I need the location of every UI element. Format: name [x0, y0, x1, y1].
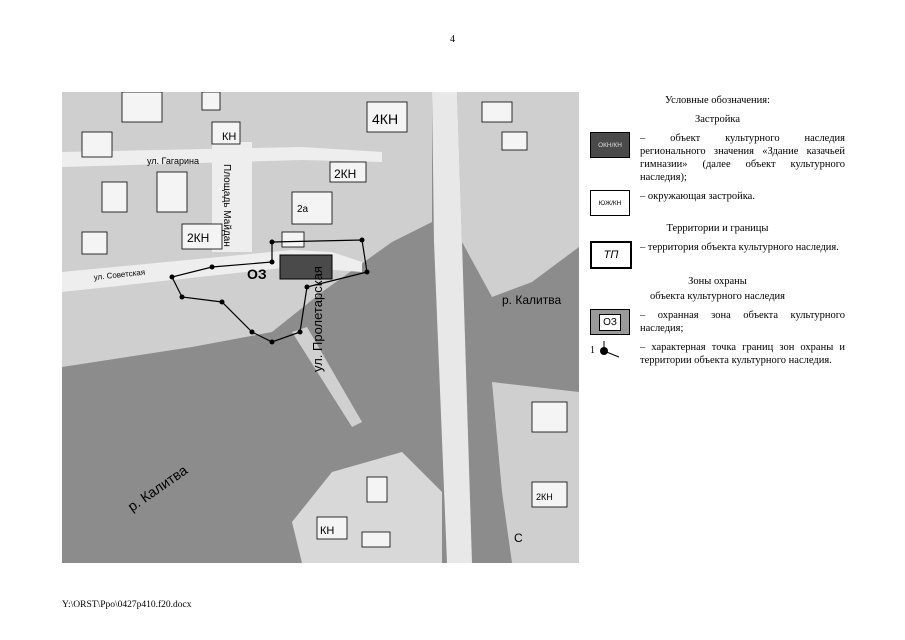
legend-section-zones-sub: объекта культурного наследия — [650, 291, 785, 302]
street-label: ул. Советская — [93, 267, 146, 282]
point-icon — [599, 341, 621, 359]
legend-item-point — [590, 341, 845, 367]
legend-title: Условные обозначения: — [664, 95, 770, 106]
legend-section-zones: Зоны охраны — [688, 276, 747, 287]
building-label: КН — [320, 525, 335, 537]
building-label: 2а — [297, 204, 309, 215]
street-label: ул. Гагарина — [147, 156, 200, 166]
legend-item-surrounding — [590, 190, 845, 216]
building-label: 2КН — [536, 492, 553, 502]
legend-item-heritage — [590, 132, 845, 184]
building-label: 2КН — [187, 231, 210, 245]
zone-label: ОЗ — [247, 266, 267, 282]
legend-section-buildings: Застройка — [694, 114, 741, 125]
footer-path: Y:\ORST\Ppo\0427p410.f20.docx — [62, 600, 192, 610]
river-label: р. Калитва — [124, 461, 191, 515]
square-label: Площадь Майдан — [221, 164, 232, 247]
building-label: КН — [222, 131, 237, 143]
legend-item-text: – окружающая застройка. — [640, 191, 755, 202]
building-label: 2КН — [334, 167, 357, 181]
legend-section-territories: Территории и границы — [666, 223, 769, 234]
legend-item-text: – характерная точка границ зон охраны и территории объекта культурного наследия. — [640, 342, 845, 366]
legend-item-territory — [590, 241, 845, 269]
map-svg — [62, 92, 579, 563]
map — [62, 92, 579, 563]
zone-swatch: ОЗ — [590, 309, 630, 335]
surrounding-swatch: ЮЖ/КН — [590, 190, 630, 216]
point-symbol: 1 — [590, 341, 632, 359]
territory-swatch: ТП — [590, 241, 632, 269]
legend-item-text: – охранная зона объекта культурного наследия; — [640, 310, 845, 334]
north-label: С — [514, 531, 523, 545]
street-label: ул. Пролетарская — [310, 266, 325, 372]
heritage-swatch: ОКН/КН — [590, 132, 630, 158]
page-number: 4 — [450, 34, 455, 45]
legend-item-text: – объект культурного наследия регионального значения «Здание казачьей гимназии» (далее объект культурного наследия); — [640, 133, 845, 183]
legend-item-text: – территория объекта культурного наследия. — [640, 242, 839, 253]
legend — [590, 92, 845, 367]
river-label: р. Калитва — [502, 293, 562, 307]
legend-item-zone — [590, 309, 845, 335]
building-label: 4КН — [372, 111, 399, 127]
